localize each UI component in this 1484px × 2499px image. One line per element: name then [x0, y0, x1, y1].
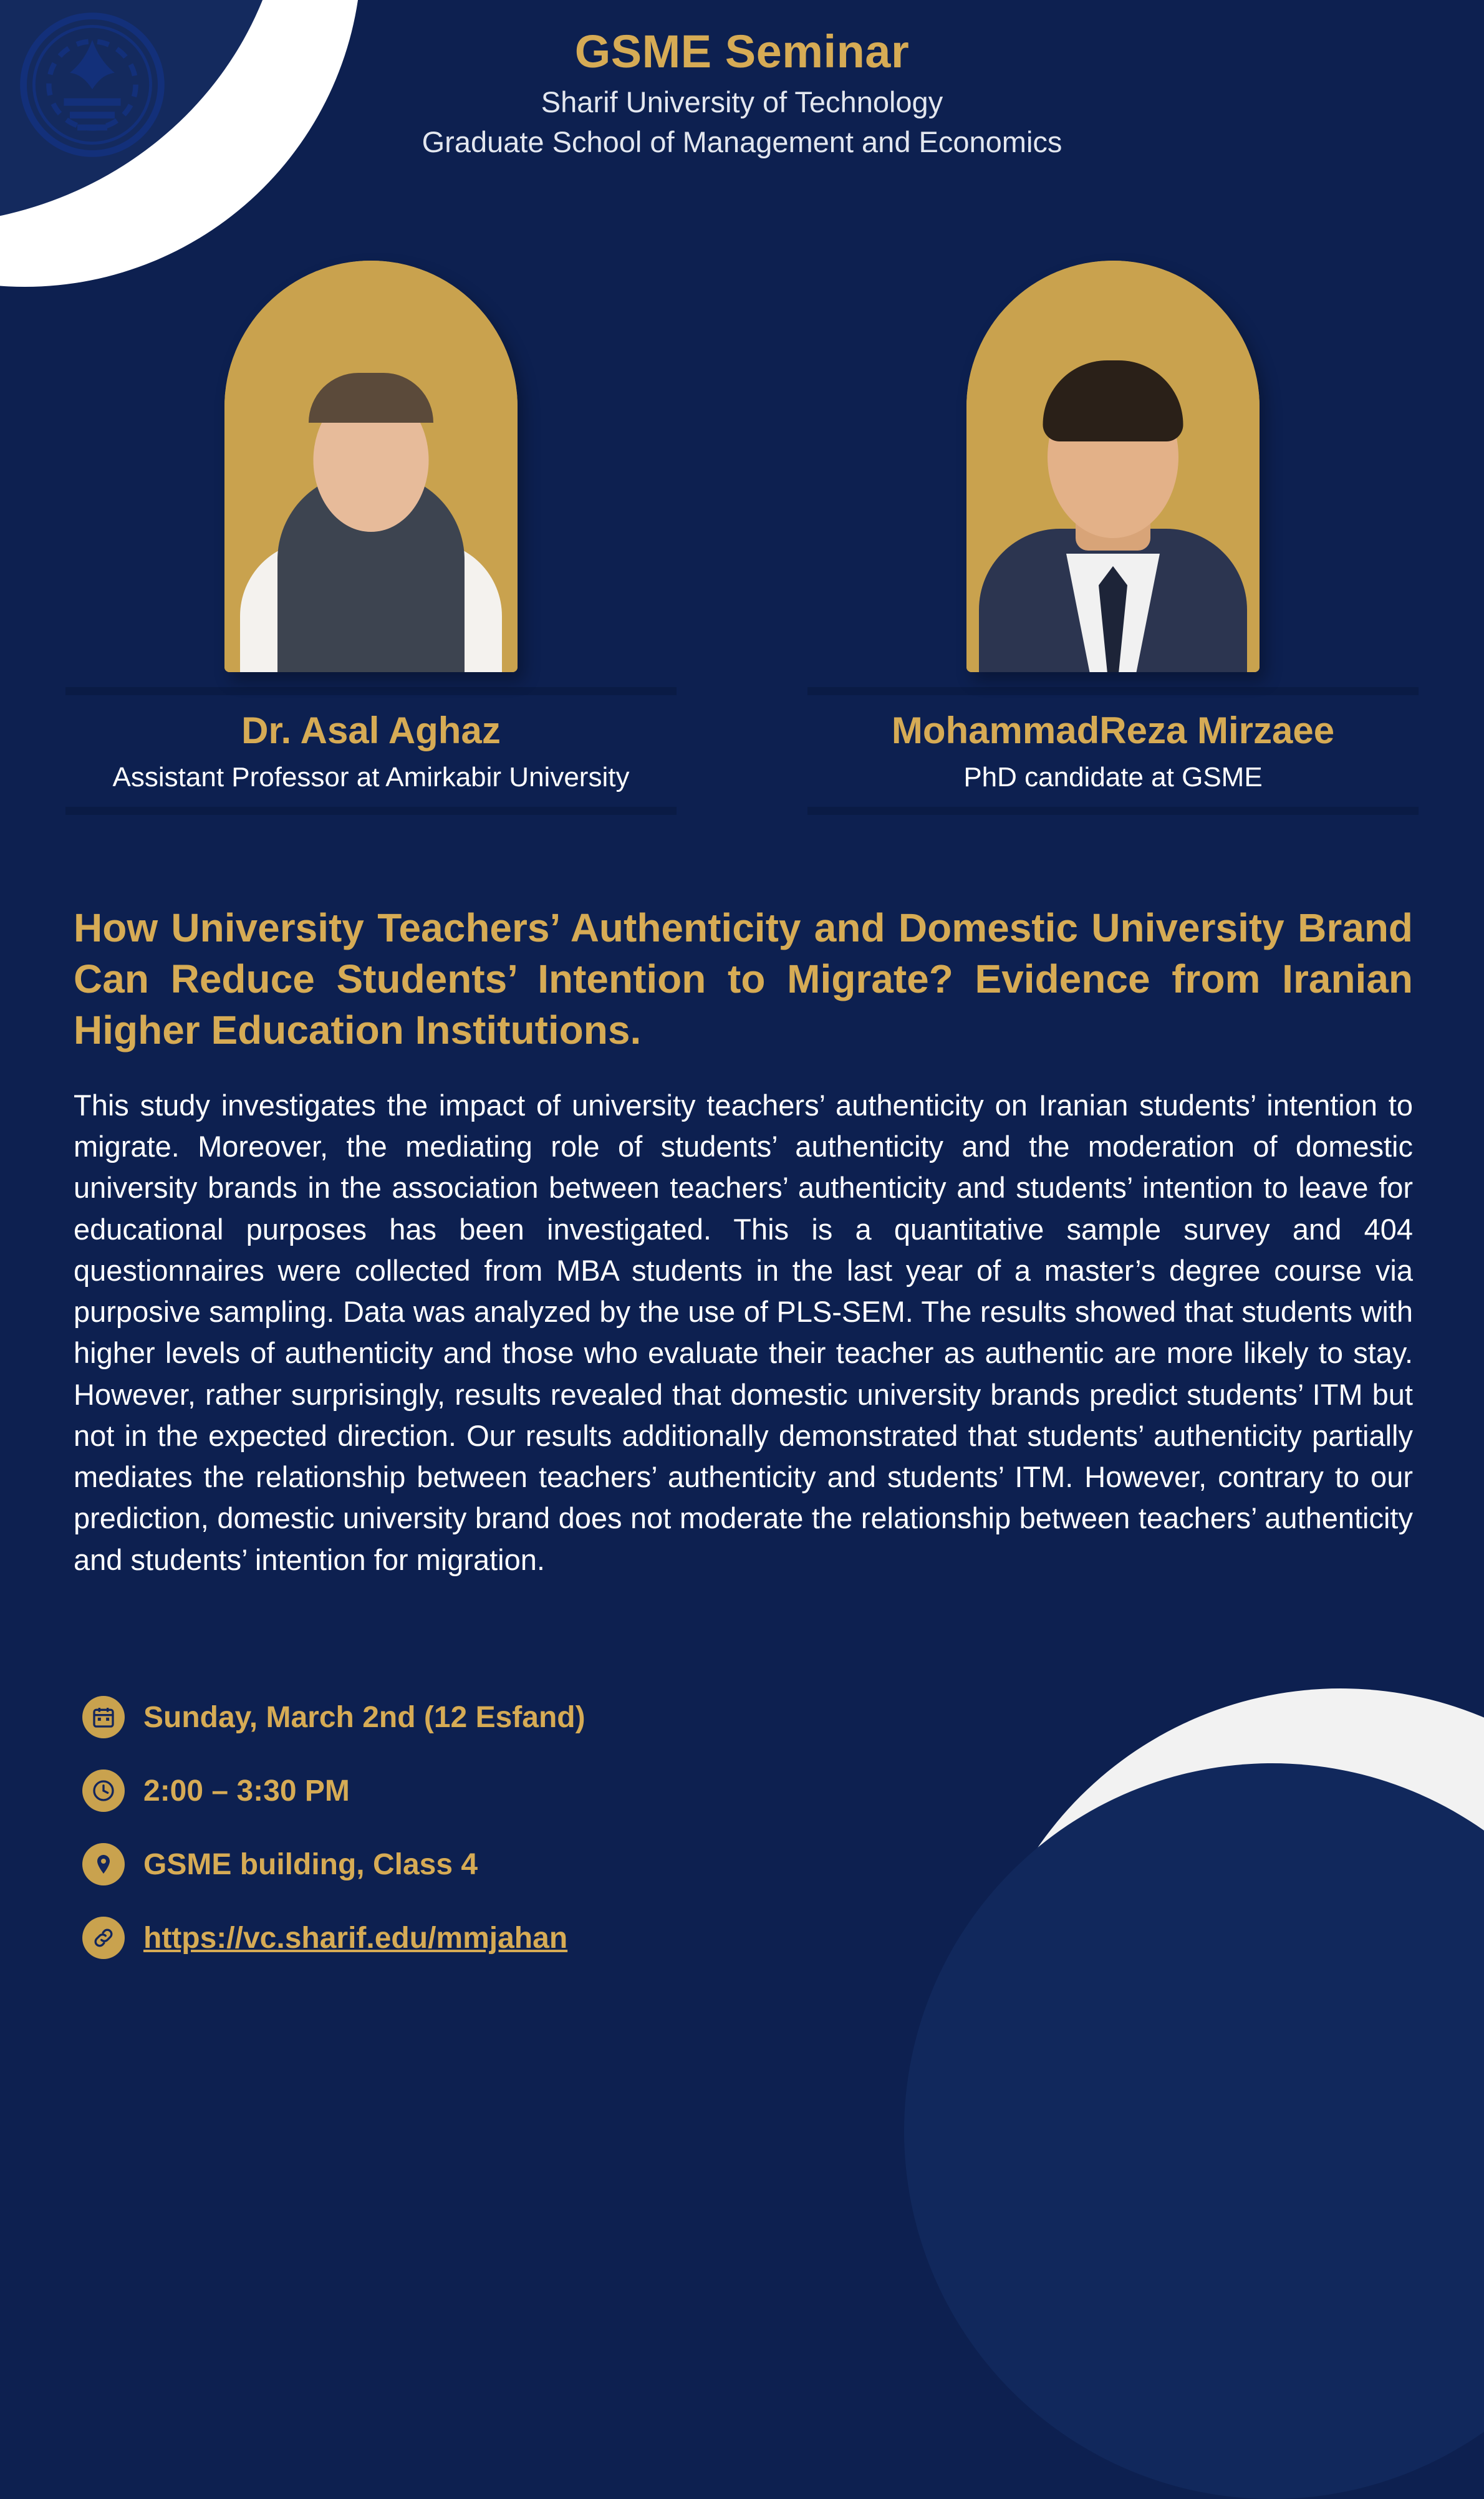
speaker-divider-top-2 [807, 687, 1419, 695]
speaker-divider-top-1 [65, 687, 677, 695]
speaker-photo-2 [966, 261, 1260, 672]
paper-abstract: This study investigates the impact of university teachers’ authenticity on Iranian students’ intention to migrate. Moreover, the mediating role of students’ authenticity and the moderation of domestic university brands in the association between teachers’ authenticity and students’ intention to leave for educational purposes has been investigated. This is a quantitative sample survey and 404 questionnaires were collected from MBA students in the last year of a master’s degree course via purposive sampling. Data was analyzed by the use of PLS-SEM. The results showed that students with higher levels of authenticity and those who evaluate their teacher as authentic are more likely to stay. However, rather surprisingly, results revealed that domestic university brands predict students’ ITM but not in the expected direction. Our results additionally demonstrated that students’ authenticity partially mediates the relationship between teachers’ authenticity and students’ ITM. However, contrary to our prediction, domestic university brand does not moderate the relationship between teachers’ authenticity and students’ intention for migration. [74, 1088, 1413, 1576]
event-date-row [82, 1696, 1080, 1738]
paper-title: How University Teachers’ Authenticity and Domestic University Brand Can Reduce Students’ Intention to Migrate? Evidence from Iranian Higher Education Institutions. [74, 905, 1413, 1052]
link-icon [82, 1917, 125, 1959]
event-location-text: GSME building, Class 4 [143, 1847, 478, 1881]
poster-header [0, 26, 1484, 161]
event-location-row [82, 1843, 1080, 1885]
speaker-card-1 [0, 261, 742, 815]
event-time-text: 2:00 – 3:30 PM [143, 1774, 350, 1808]
speaker-name-1: Dr. Asal Aghaz [241, 710, 501, 751]
event-date-text: Sunday, March 2nd (12 Esfand) [143, 1700, 585, 1734]
speaker-role-2: PhD candidate at GSME [963, 762, 1263, 792]
page-title: GSME Seminar [574, 26, 910, 77]
header-subtitle-line1: Sharif University of Technology [541, 85, 943, 119]
event-time-row [82, 1770, 1080, 1812]
speaker-role-1: Assistant Professor at Amirkabir University [112, 762, 630, 792]
event-link-text[interactable]: https://vc.sharif.edu/mmjahan [143, 1921, 568, 1955]
speaker-divider-bottom-1 [65, 807, 677, 815]
speaker-divider-bottom-2 [807, 807, 1419, 815]
event-link-row[interactable] [82, 1917, 1080, 1959]
speaker-photo-1 [224, 261, 518, 672]
location-pin-icon [82, 1843, 125, 1885]
speaker-card-2 [742, 261, 1484, 815]
event-info-section [82, 1696, 1080, 1990]
paper-section [74, 903, 1413, 1581]
speakers-section [0, 261, 1484, 815]
calendar-icon [82, 1696, 125, 1738]
clock-icon [82, 1770, 125, 1812]
header-subtitle-line2: Graduate School of Management and Economics [422, 125, 1062, 159]
speaker-name-2: MohammadReza Mirzaee [891, 710, 1335, 751]
